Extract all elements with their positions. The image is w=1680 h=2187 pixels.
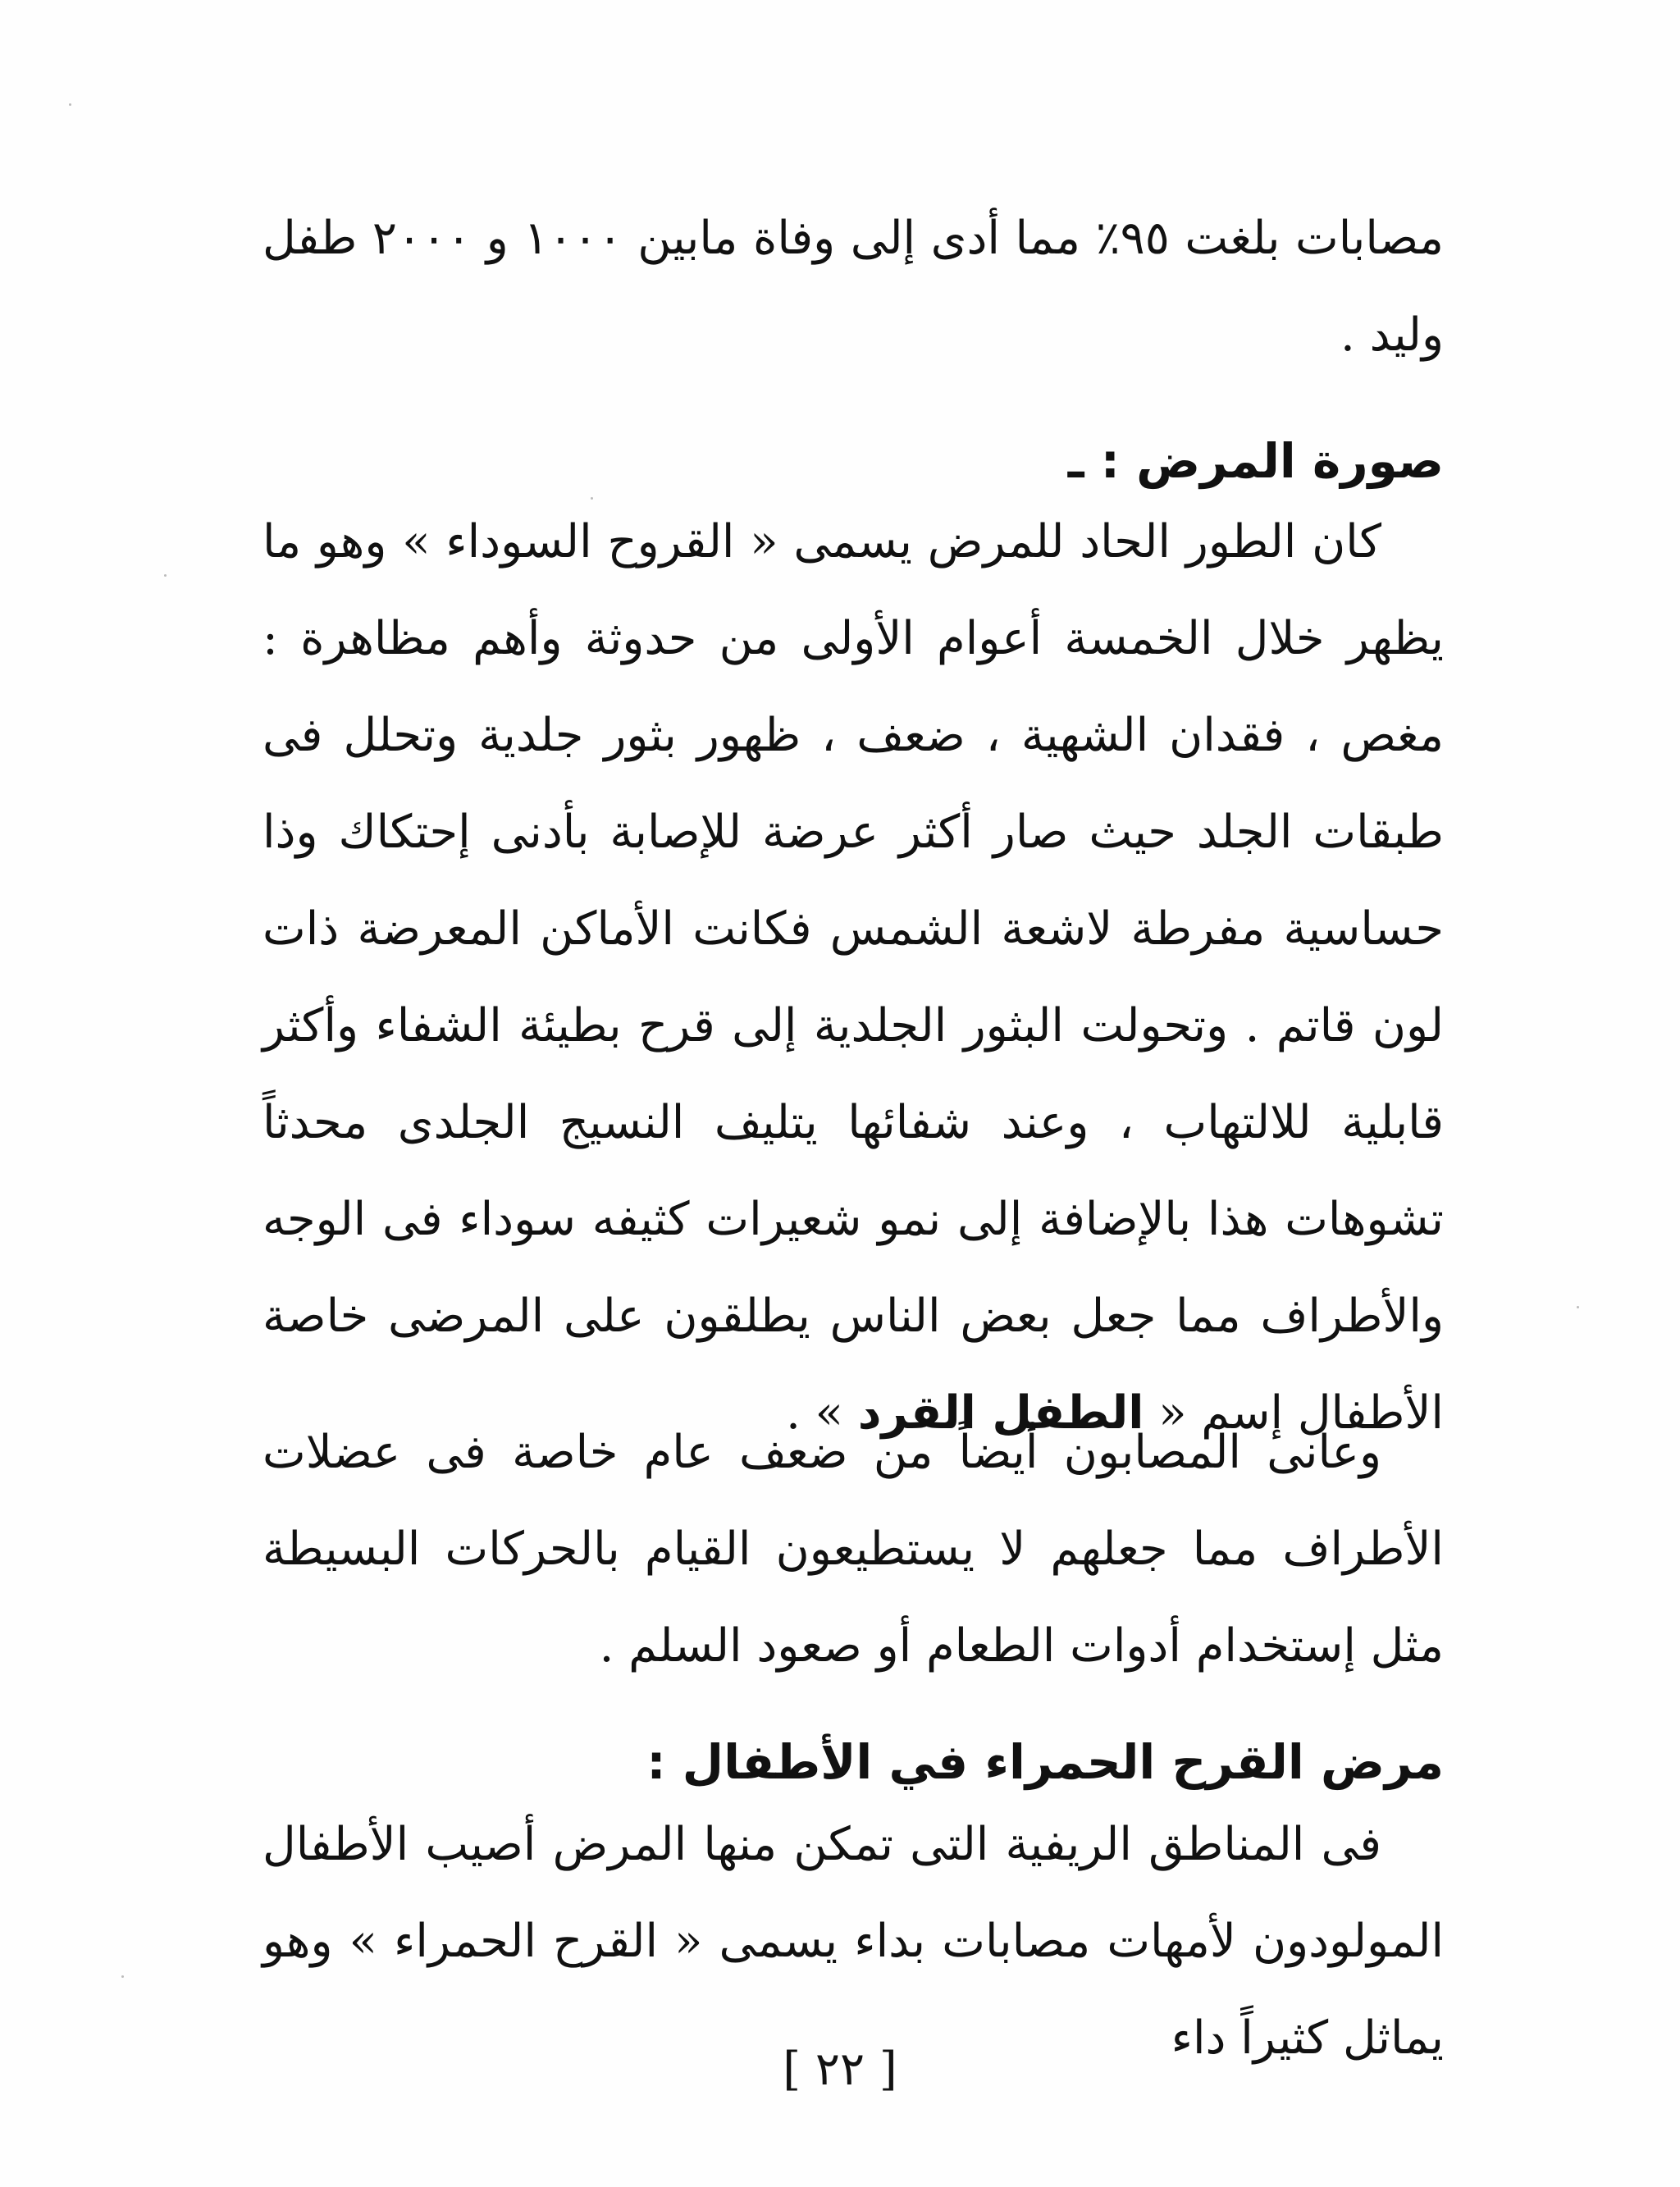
paragraph-intro-text: مصابات بلغت ٩٥٪ مما أدى إلى وفاة مابين ١٠٠٠ و ٢٠٠٠ طفل وليد . [262, 212, 1445, 362]
paragraph-muscle-weakness-text: وعانى المصابون أيضاً من ضعف عام خاصة فى عضلات الأطراف مما جعلهم لا يستطيعون القيام بالحركات البسيطة مثل إستخدام أدوات الطعام أو صعود السلم . [262, 1426, 1444, 1673]
paragraph-red-ulcers-text: فى المناطق الريفية التى تمكن منها المرض أصيب الأطفال المولودون لأمهات مصابات بداء يسمى « القرح الحمراء » وهو يماثل كثيراً داء [262, 1818, 1444, 2065]
scan-speck [69, 103, 71, 106]
paragraph-disease-description-text [262, 494, 1444, 1462]
paragraph-muscle-weakness [262, 1404, 1444, 1695]
bold-term-monkey-child: الطفل القرد [857, 1386, 1144, 1440]
paragraph-text-after-bold: » . [786, 1386, 843, 1440]
paragraph-text-before-bold: كان الطور الحاد للمرض يسمى « القروح السوداء » وهو ما يظهر خلال الخمسة أعوام الأولى من حدوثة وأهم مظاهرة : مغص ، فقدان الشهية ، ضعف ، ظهور بثور جلدية وتحلل فى طبقات الجلد حيث صار أكثر عرضة للإصابة بأدنى إحتكاك وذا حساسية مفرطة لاشعة الشمس فكانت الأماكن المعرضة ذات لون قاتم . وتحولت البثور الجلدية إلى قرح بطيئة الشفاء وأكثر قابلية للالتهاب ، وعند شفائها يتليف النسيج الجلدى محدثاً تشوهات هذا بالإضافة إلى نمو شعيرات كثيفه سوداء فى الوجه والأطراف مما جعل بعض الناس يطلقون على المرضى خاصة الأطفال إسم « [262, 515, 1445, 1440]
section-heading-red-ulcers: مرض القرح الحمراء في الأطفال : [646, 1734, 1444, 1790]
paragraph-disease-description [262, 494, 1444, 1462]
scan-speck [1577, 1306, 1579, 1308]
scan-speck [591, 497, 593, 500]
scan-speck [164, 574, 167, 577]
paragraph-intro [262, 190, 1444, 384]
page-number: [ ٢٢ ] [783, 2043, 897, 2096]
section-heading-disease-picture: صورة المرض : ـ [1067, 433, 1444, 489]
scan-speck [121, 1975, 124, 1978]
